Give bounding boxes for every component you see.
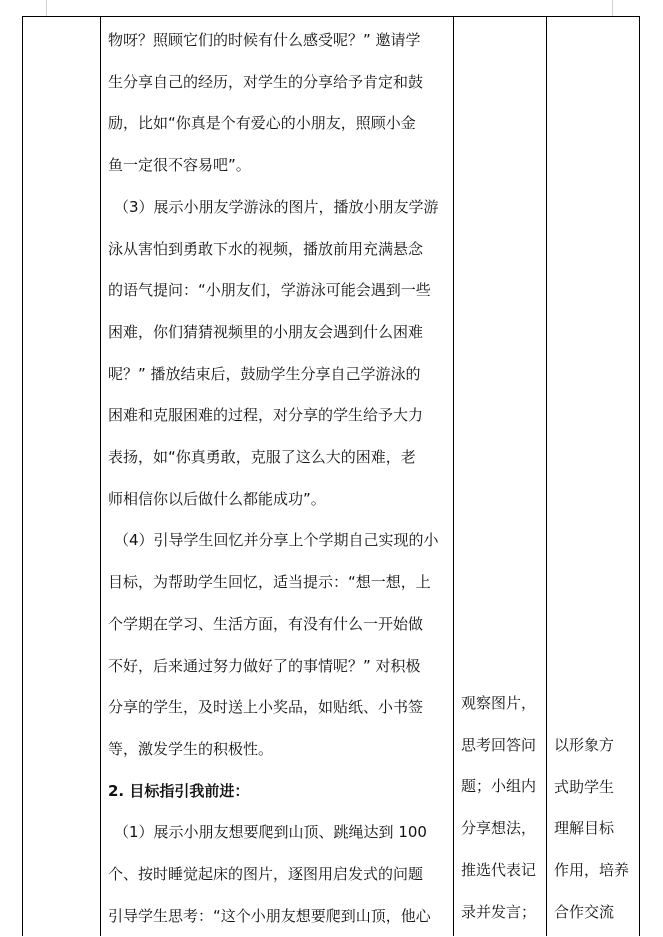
main-line: （3）展示小朋友学游泳的图片，播放小朋友学游 [114,197,439,216]
main-line: （1）展示小朋友想要爬到山顶、跳绳达到 100 [114,823,427,842]
table-divider-2 [453,16,454,936]
intent-line: 作用，培养 [554,861,630,880]
main-line: 泳从害怕到勇敢下水的视频，播放前用充满悬念 [108,239,424,258]
page-margin-line [46,0,47,16]
main-line: 个学期在学习、生活方面，有没有什么一开始做 [108,614,424,633]
main-line: 呢？” 播放结束后，鼓励学生分享自己学游泳的 [108,364,421,383]
intent-line: 式助学生 [554,777,615,796]
table-divider-3 [546,16,547,936]
main-line: 生分享自己的经历，对学生的分享给予肯定和鼓 [108,72,424,91]
student-line: 题；小组内 [461,777,537,796]
page-margin-line [612,0,613,16]
main-line: 不好，后来通过努力做好了的事情呢？” 对积极 [108,656,421,675]
main-line: 2. 目标指引我前进： [108,781,250,800]
main-line: 表扬，如“你真勇敢，克服了这么大的困难，老 [108,448,416,467]
main-line: 引导学生思考：“这个小朋友想要爬到山顶，他心 [108,906,431,925]
main-line: 个、按时睡觉起床的图片，逐图用启发式的问题 [108,865,424,884]
main-line: 师相信你以后做什么都能成功”。 [108,489,326,508]
main-line: 目标，为帮助学生回忆，适当提示：“想一想，上 [108,573,431,592]
main-line: 物呀？照顾它们的时候有什么感受呢？” 邀请学 [108,31,421,49]
main-line: （4）引导学生回忆并分享上个学期自己实现的小 [114,531,439,550]
main-line: 鱼一定很不容易吧”。 [108,156,251,175]
main-line: 困难和克服困难的过程，对分享的学生给予大力 [108,406,424,425]
table-divider-1 [100,16,101,936]
table-border-right [639,16,640,936]
student-line: 推选代表记 [461,860,537,879]
teacher-activity-cell [108,20,450,937]
table-top-border [22,16,640,17]
student-line: 录并发言； [461,902,537,921]
main-line: 等，激发学生的积极性。 [108,739,274,758]
main-line: 分享的学生，及时送上小奖品，如贴纸、小书签 [108,698,424,717]
intent-line: 理解目标 [554,819,615,838]
intent-line: 以形象方 [554,736,615,754]
student-line: 思考回答问 [461,735,537,754]
main-line: 励，比如“你真是个有爱心的小朋友，照顾小金 [108,114,416,133]
student-line: 观察图片， [461,694,537,712]
student-line: 分享想法， [461,819,537,838]
student-activity-cell [461,683,545,933]
main-line: 的语气提问：“小朋友们，学游泳可能会遇到一些 [108,281,431,300]
table-border-left [22,16,23,936]
design-intent-cell [554,725,638,934]
intent-line: 合作交流 [554,902,615,921]
main-line: 困难，你们猜猜视频里的小朋友会遇到什么困难 [108,322,424,341]
